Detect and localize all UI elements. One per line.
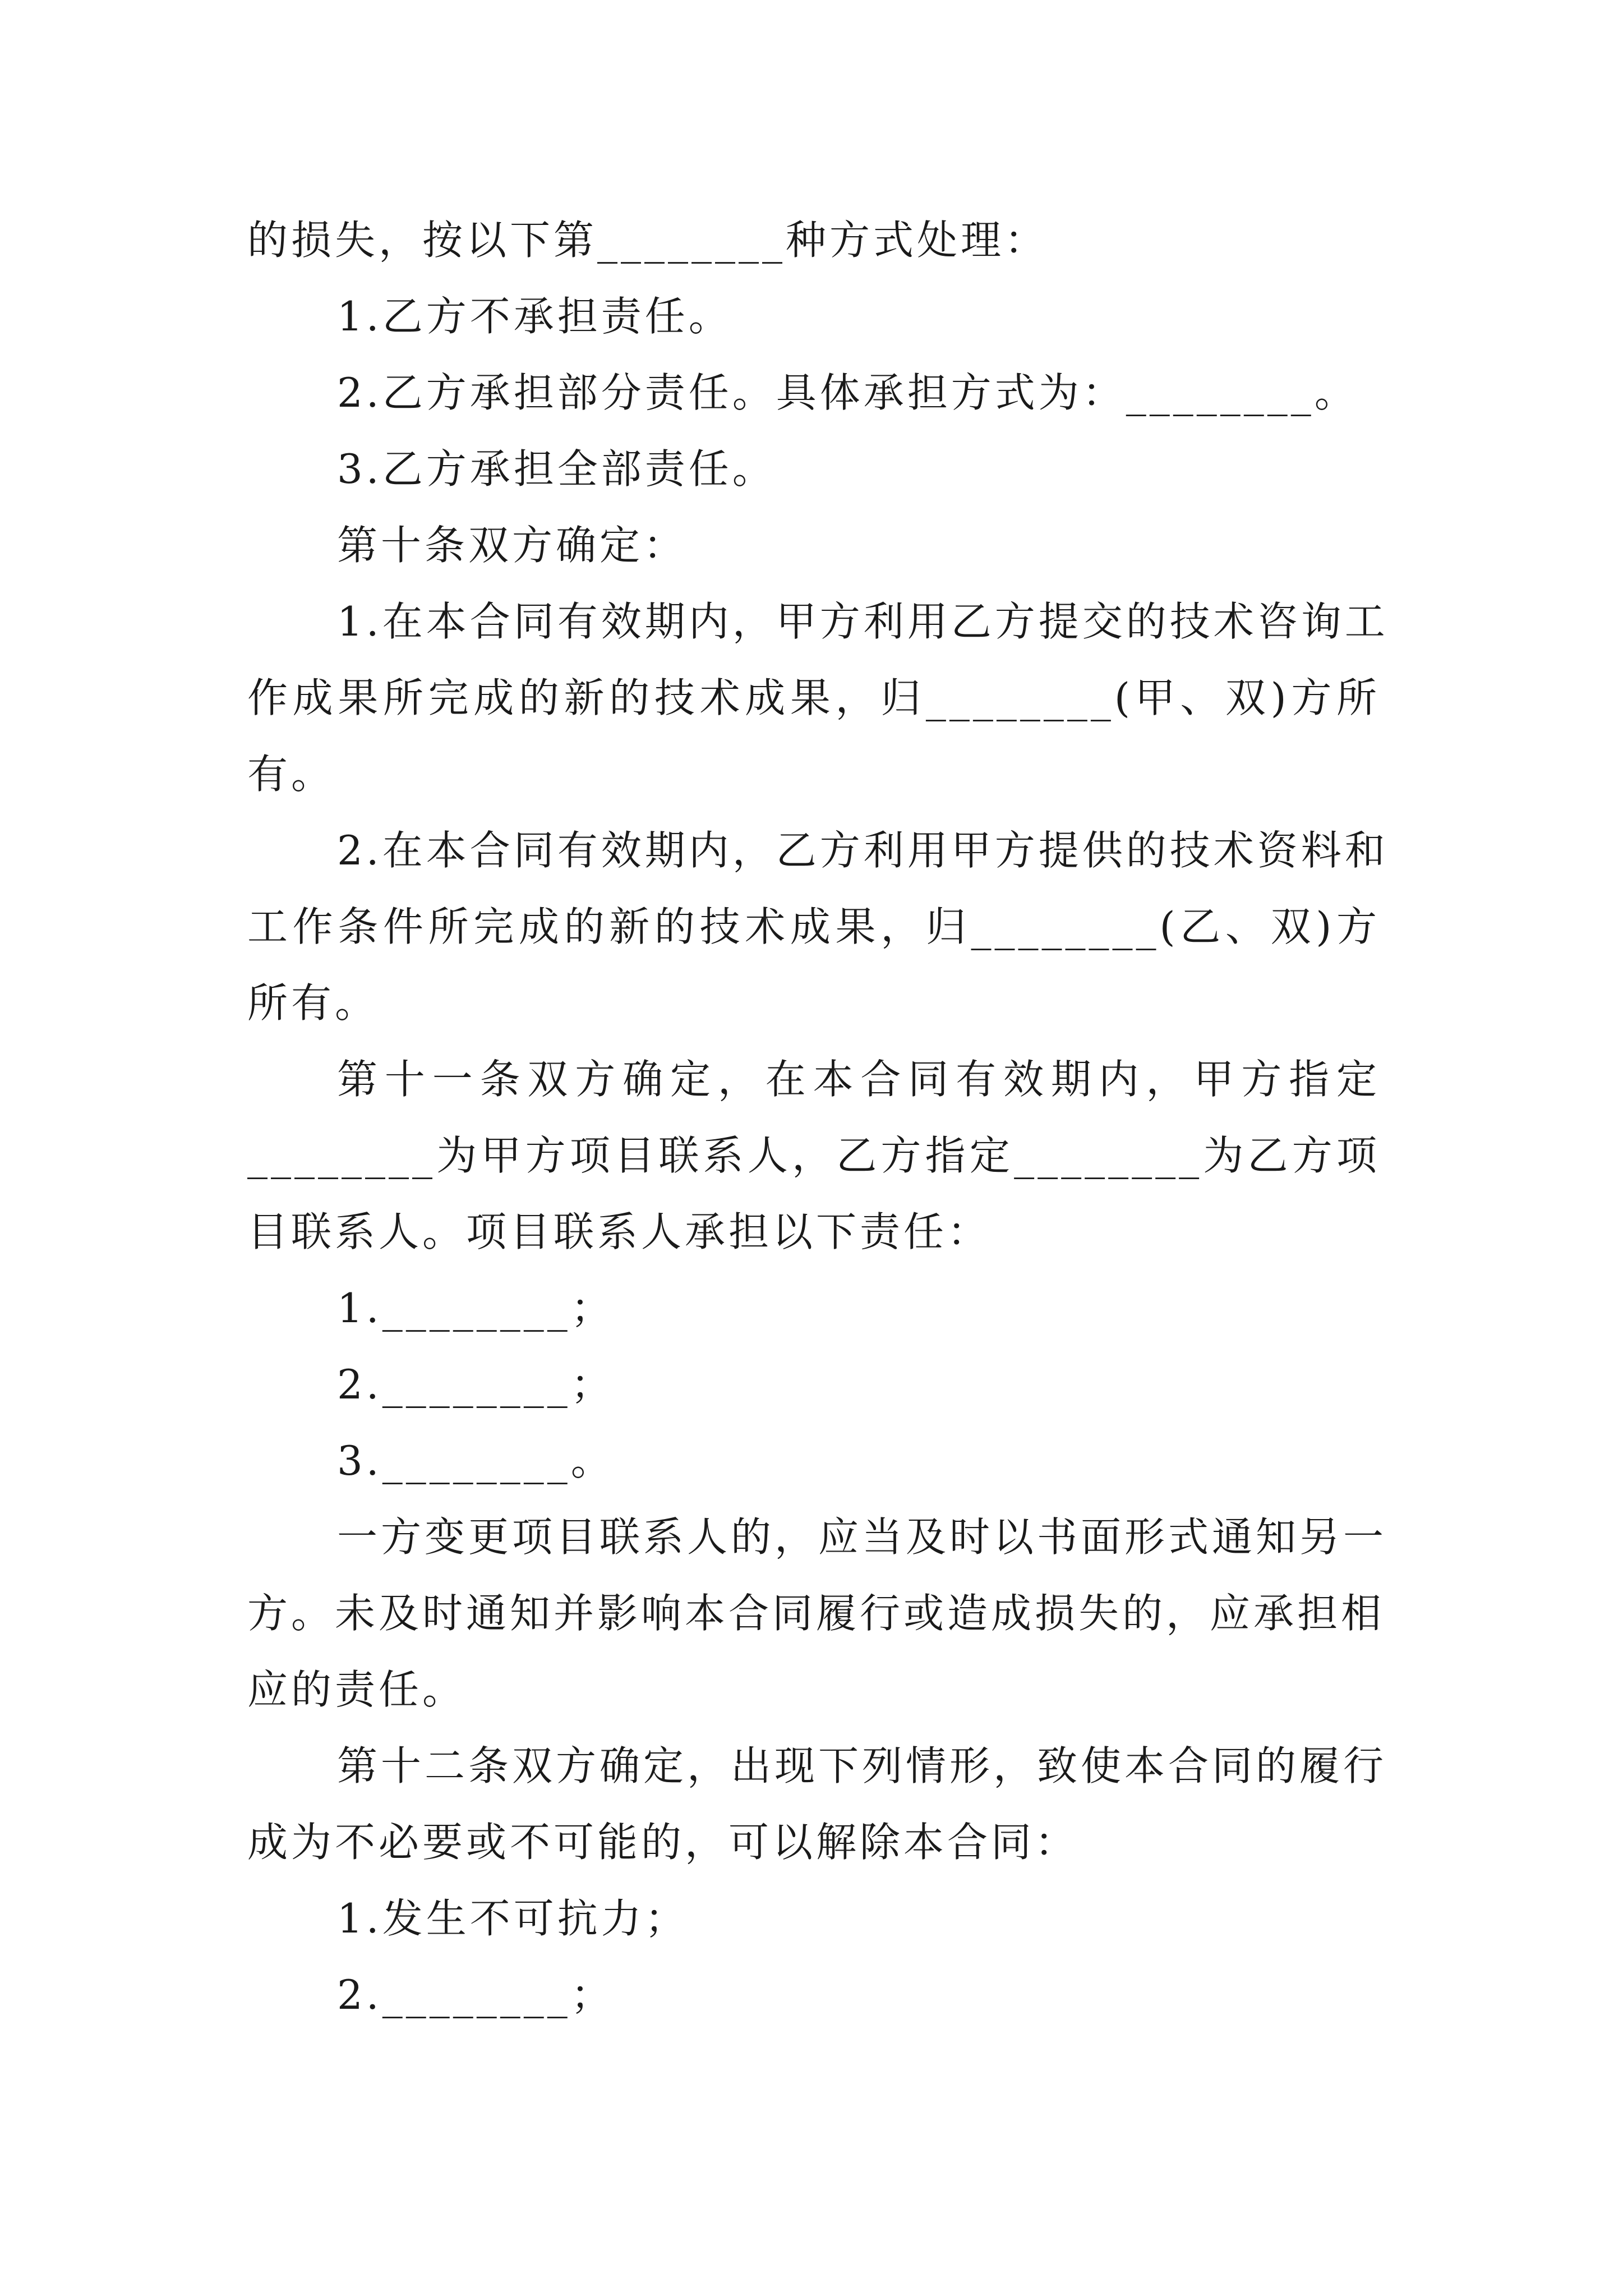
text-line: 目联系人。项目联系人承担以下责任： [247,1208,992,1255]
text-line: 方。未及时通知并影响本合同履行或造成损失的，应承担相 [247,1590,1385,1637]
text-line: 有。 [247,751,335,798]
text-line: 1.乙方不承担责任。 [337,293,732,340]
section-heading-10: 第十条双方确定： [337,522,688,569]
text-line: 应的责任。 [247,1666,467,1713]
text-line: 2.在本合同有效期内，乙方利用甲方提供的技术资料和 [337,827,1389,874]
text-line: 2.________； [337,1971,615,2018]
text-line: 作成果所完成的新的技术成果，归________(甲、双)方所 [247,674,1380,721]
text-line: 2.________； [337,1361,615,1408]
text-line: 所有。 [247,979,379,1027]
contract-page [247,202,1389,2033]
text-line: 1.在本合同有效期内，甲方利用乙方提交的技术咨询工 [337,598,1389,645]
text-line: ________为甲方项目联系人，乙方指定________为乙方项 [247,1132,1380,1179]
section-heading-12: 第十二条双方确定，出现下列情形，致使本合同的履行 [337,1742,1387,1789]
text-line: 一方变更项目联系人的，应当及时以书面形式通知另一 [337,1513,1387,1561]
text-line: 工作条件所完成的新的技术成果，归________(乙、双)方 [247,903,1380,950]
text-line: 成为不必要或不可能的，可以解除本合同： [247,1819,1079,1866]
text-line: 1.________； [337,1285,615,1332]
section-heading-11: 第十一条双方确定，在本合同有效期内，甲方指定 [337,1056,1380,1103]
text-line: 3.________。 [337,1437,615,1484]
text-line: 的损失，按以下第________种方式处理： [247,217,1049,264]
text-line: 2.乙方承担部分责任。具体承担方式为：________。 [337,369,1358,416]
text-line: 3.乙方承担全部责任。 [337,445,776,493]
text-line: 1.发生不可抗力； [337,1895,689,1942]
